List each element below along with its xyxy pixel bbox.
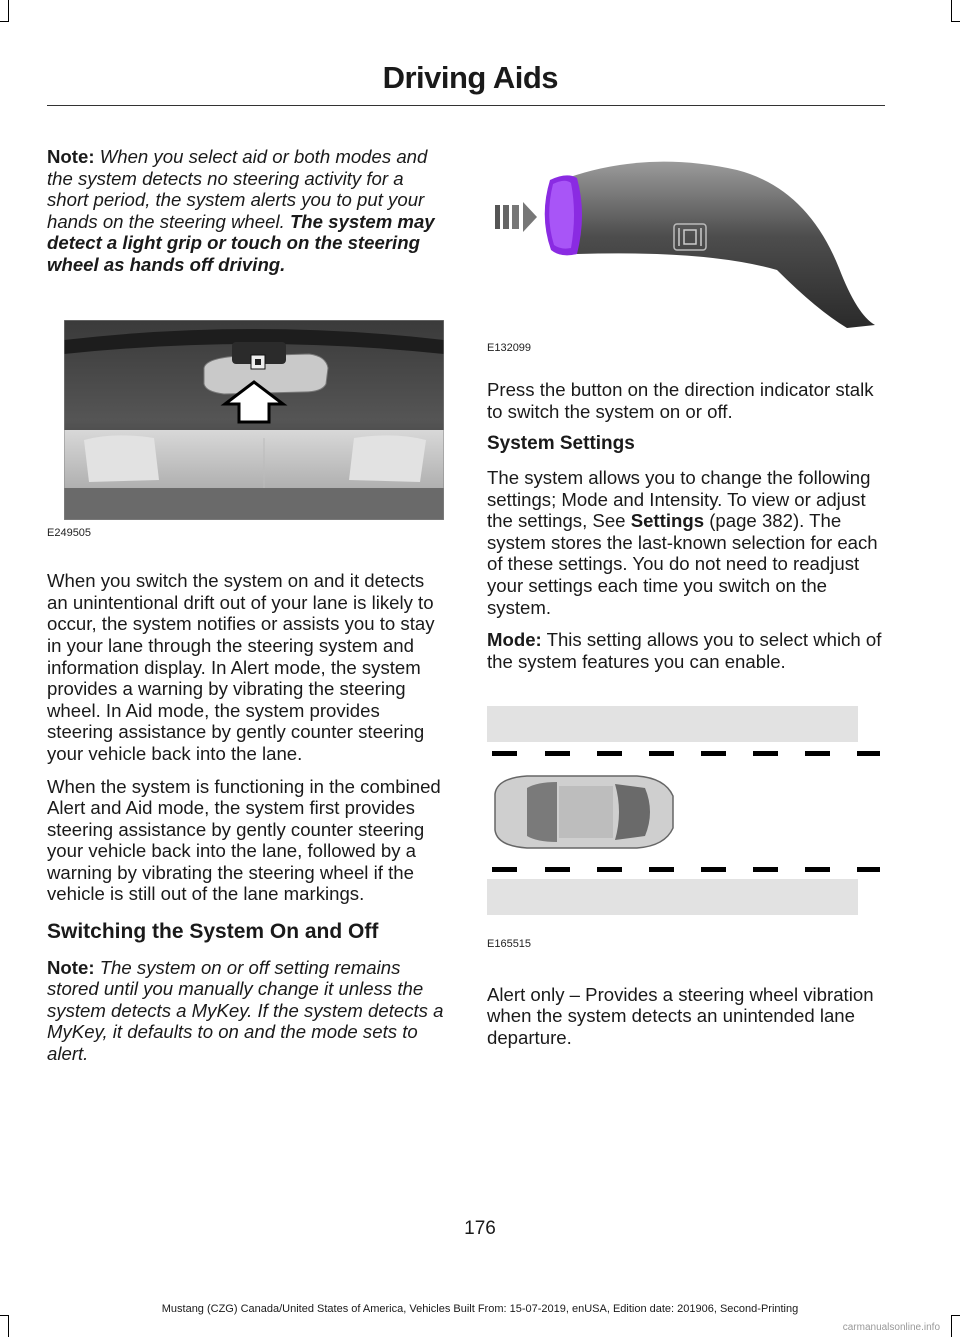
- note-bold-text: The system may detect a light grip or touch on the steering wheel as hands off driving.: [47, 210, 435, 275]
- crop-mark: [951, 21, 960, 22]
- paragraph-alert-only: Alert only – Provides a steering wheel vibration when the system detects an unintended lane departure.: [487, 983, 874, 1048]
- crop-mark: [8, 1315, 9, 1337]
- crop-mark: [951, 1315, 952, 1337]
- lane-car-illustration: [487, 696, 880, 926]
- page-number: 176: [464, 1218, 496, 1239]
- windshield-camera-illustration: [64, 320, 444, 520]
- paragraph-mode: [487, 629, 887, 672]
- note-mykey: [47, 957, 447, 1065]
- crop-mark: [0, 21, 9, 22]
- paragraph-combined-mode: When the system is functioning in the combined Alert and Aid mode, the system first provides steering assistance by gently counter steering your vehicle back into the lane, followed by a warning by vibrating the steering wheel if the vehicle is still out of the lane markings.: [47, 775, 441, 905]
- paragraph-lane-drift: When you switch the system on and it detects an unintentional drift out of your lane is likely to occur, the system notifies or assists you to stay in your lane through the steering system and information display. In Alert mode, the system provides a warning by vibrating the steering wheel. In Aid mode, the system provides steering assistance by gently counter steering your vehicle back into the lane.: [47, 570, 435, 764]
- note-text: When you select aid or both modes and the system detects no steering activity for a short period, the system alerts you to put your hands on the steering wheel.: [47, 146, 428, 232]
- footer-text: Mustang (CZG) Canada/United States of America, Vehicles Built From: 15-07-2019, enUSA, Edition date: 201906, Second-Printing: [161, 1303, 799, 1315]
- section-heading: Switching the System On and Off: [47, 920, 379, 944]
- crop-mark: [951, 1315, 960, 1316]
- crop-mark: [951, 0, 952, 22]
- subheading-system-settings: System Settings: [487, 433, 635, 455]
- header-rule: [47, 105, 885, 106]
- indicator-stalk-illustration: [487, 150, 880, 330]
- left-column: [47, 146, 447, 1076]
- figure-label: E132099: [487, 341, 532, 354]
- watermark: carmanualsonline.info: [842, 1322, 940, 1333]
- page-title: Driving Aids: [382, 60, 558, 95]
- settings-text-b: (page 382). The system stores the last-known selection for each of these settings. You do not need to readjust your settings each time you switch on the system.: [487, 510, 878, 618]
- crop-mark: [0, 1315, 9, 1316]
- figure-lane-diagram: [487, 696, 880, 955]
- note-hands-off: [47, 146, 447, 276]
- paragraph-press-button: Press the button on the direction indicator stalk to switch the system on or off.: [487, 379, 874, 422]
- figure-indicator-stalk: [487, 150, 880, 359]
- settings-text-a: The system allows you to change the following settings; Mode and Intensity. To view or adjust the settings, See: [487, 466, 871, 532]
- mode-text: This setting allows you to select which of the system features you can enable.: [487, 629, 882, 672]
- crop-mark: [8, 0, 9, 22]
- figure-label: E249505: [47, 526, 92, 539]
- note-label: Note:: [47, 956, 95, 978]
- figure-label: E165515: [487, 937, 532, 950]
- figure-mirror-camera: [47, 320, 444, 545]
- right-column: [487, 150, 887, 1059]
- note-text: The system on or off setting remains stored until you manually change it unless the system detects a MyKey. If the system detects a MyKey, it defaults to on and the mode sets to alert.: [47, 956, 444, 1065]
- settings-link[interactable]: Settings: [630, 510, 705, 532]
- paragraph-settings: [487, 467, 887, 618]
- note-label: Note:: [47, 146, 95, 167]
- mode-label: Mode:: [487, 629, 542, 651]
